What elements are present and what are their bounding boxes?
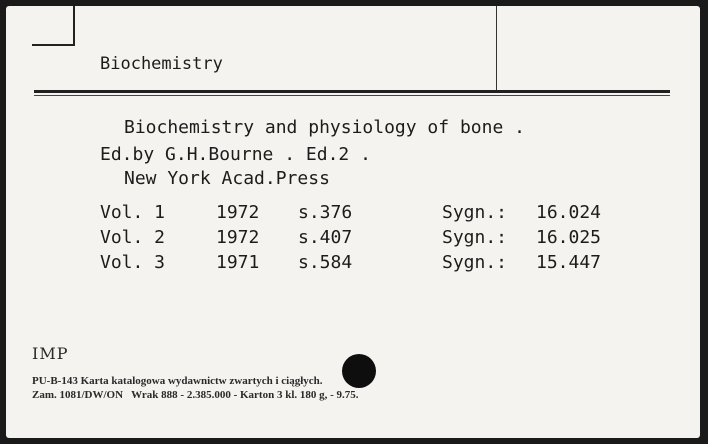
corner-mark-horizontal [32, 44, 75, 46]
footer-line-1: PU-B-143 Karta katalogowa wydawnictw zwartych i ciągłych. [32, 375, 323, 387]
card-heading: Biochemistry [100, 54, 223, 74]
header-rule-thin [34, 95, 670, 96]
volume-year: 1972 [216, 227, 260, 248]
title-line: Biochemistry and physiology of bone . [124, 117, 525, 138]
catalog-card [6, 6, 700, 438]
punch-hole [342, 354, 376, 388]
publisher-line: New York Acad.Press [124, 168, 330, 189]
volume-pages: s.584 [298, 252, 353, 273]
header-rule-thick [34, 90, 670, 93]
volume-sygn-label: Sygn.: [442, 202, 508, 223]
stamp-text: IMP [32, 344, 69, 363]
corner-mark-vertical [73, 6, 75, 44]
volume-pages: s.376 [298, 202, 353, 223]
volume-number: Vol. 1 [100, 202, 166, 223]
editor-line: Ed.by G.H.Bourne . Ed.2 . [100, 144, 371, 165]
volume-sygn: 15.447 [536, 252, 602, 273]
volume-sygn-label: Sygn.: [442, 227, 508, 248]
volume-sygn: 16.025 [536, 227, 602, 248]
volume-year: 1971 [216, 252, 260, 273]
volume-sygn: 16.024 [536, 202, 602, 223]
volume-pages: s.407 [298, 227, 353, 248]
header-divider-vertical [496, 6, 497, 90]
volume-sygn-label: Sygn.: [442, 252, 508, 273]
volume-number: Vol. 3 [100, 252, 166, 273]
volume-year: 1972 [216, 202, 260, 223]
footer-line-2: Zam. 1081/DW/ON Wrak 888 - 2.385.000 - Karton 3 kl. 180 g, - 9.75. [32, 389, 359, 401]
volume-number: Vol. 2 [100, 227, 166, 248]
